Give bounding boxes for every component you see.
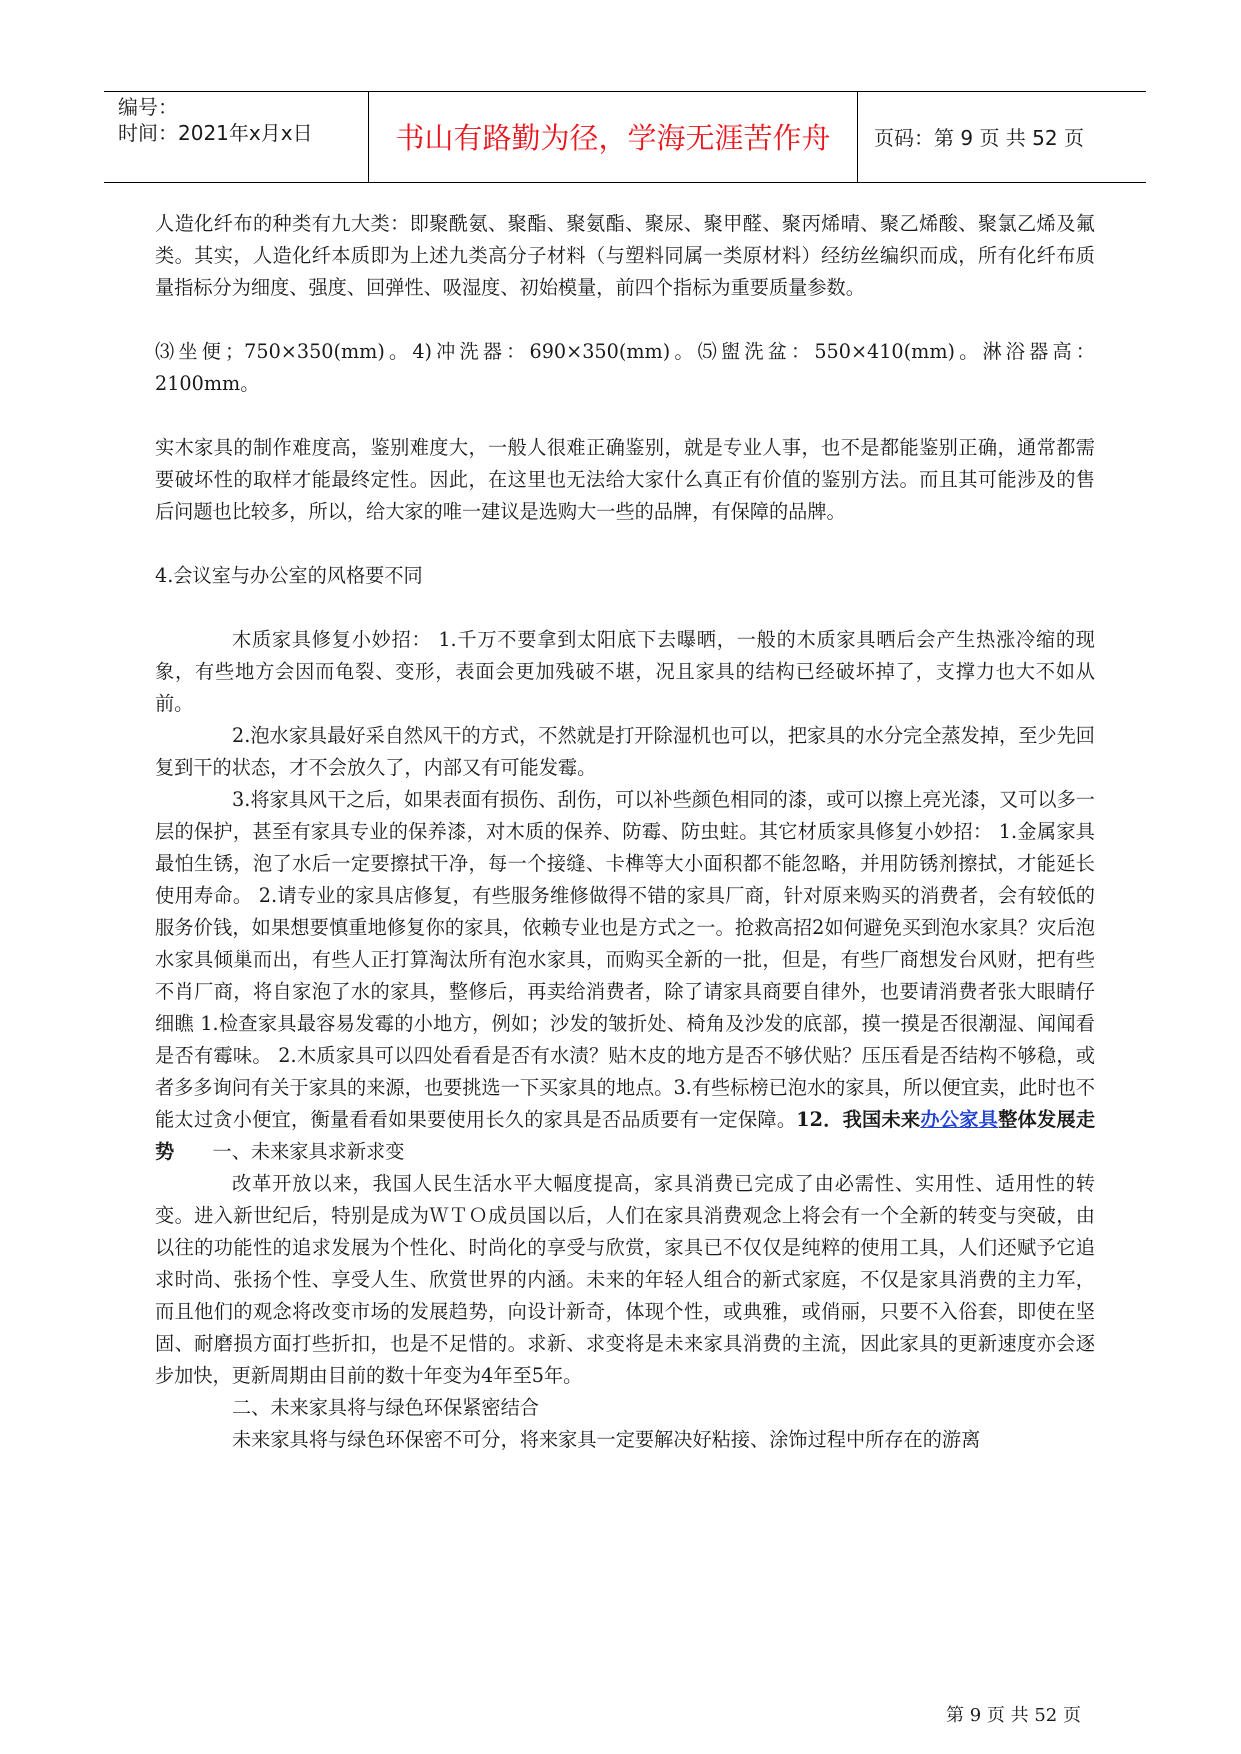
paragraph-wood-repair-tips: 木质家具修复小妙招： 1.千万不要拿到太阳底下去曝晒，一般的木质家具晒后会产生热涨冷缩的现象，有些地方会因而龟裂、变形，表面会更加残破不堪，况且家具的结构已经破坏掉了，支撑力也大不如从前。	[155, 628, 1095, 715]
number-label: 编号：	[118, 95, 178, 119]
paragraph-fixture-sizes: ⑶坐便；750×350(mm)。4)冲洗器：690×350(mm)。⑸盥洗盆：550×410(mm)。淋浴器高：2100mm。	[155, 340, 1095, 395]
document-body	[155, 208, 1095, 1456]
paragraph-repair-after-drying	[155, 784, 1095, 1168]
paragraph-soaked-furniture: 2.泡水家具最好采自然风干的方式，不然就是打开除湿机也可以，把家具的水分完全蒸发掉，至少先回复到干的状态，才不会放久了，内部又有可能发霉。	[155, 724, 1095, 779]
subsection-heading-1: 一、未来家具求新求变	[174, 1140, 405, 1163]
subsection-heading-2: 二、未来家具将与绿色环保紧密结合	[232, 1396, 539, 1419]
paragraph-meeting-room-style: 4.会议室与办公室的风格要不同	[155, 564, 423, 587]
page-header	[104, 91, 1146, 183]
page-footer: 第 9 页 共 52 页	[946, 1705, 1081, 1726]
header-motto: 书山有路勤为径，学海无涯苦作舟	[395, 121, 831, 155]
section-heading-prefix: 12．我国未来	[796, 1108, 921, 1131]
paragraph-green-furniture: 未来家具将与绿色环保密不可分，将来家具一定要解决好粘接、涂饰过程中所存在的游离	[232, 1428, 981, 1451]
header-divider-right	[857, 92, 858, 182]
header-page-number: 页码：第 9 页 共 52 页	[874, 126, 1084, 150]
paragraph-reform-consumption: 改革开放以来，我国人民生活水平大幅度提高，家具消费已完成了由必需性、实用性、适用性的转变。进入新世纪后，特别是成为ＷＴＯ成员国以后，人们在家具消费观念上将会有一个全新的转变与突破，由以往的功能性的追求发展为个性化、时尚化的享受与欣赏，家具已不仅仅是纯粹的使用工具，人们还赋予它追求时尚、张扬个性、享受人生、欣赏世界的内涵。未来的年轻人组合的新式家庭，不仅是家具消费的主力军，而且他们的观念将改变市场的发展趋势，向设计新奇，体现个性，或典雅，或俏丽，只要不入俗套，即使在坚固、耐磨损方面打些折扣，也是不足惜的。求新、求变将是未来家具消费的主流，因此家具的更新速度亦会逐步加快，更新周期由目前的数十年变为4年至5年。	[155, 1172, 1095, 1387]
office-furniture-link[interactable]: 办公家具	[920, 1108, 999, 1131]
time-label: 时间：2021年x月x日	[118, 121, 313, 145]
paragraph-synthetic-fabric: 人造化纤布的种类有九大类：即聚酰氨、聚酯、聚氨酯、聚尿、聚甲醛、聚丙烯晴、聚乙烯酸、聚氯乙烯及氟类。其实，人造化纤本质即为上述九类高分子材料（与塑料同属一类原材料）经纺丝编织而成，所有化纤布质量指标分为细度、强度、回弹性、吸湿度、初始模量，前四个指标为重要质量参数。	[155, 212, 1095, 299]
section-heading-suffix: 整体发展走势	[155, 1108, 1096, 1163]
paragraph-solid-wood: 实木家具的制作难度高，鉴别难度大，一般人很难正确鉴别，就是专业人事，也不是都能鉴别正确，通常都需要破坏性的取样才能最终定性。因此，在这里也无法给大家什么真正有价值的鉴别方法。而且其可能涉及的售后问题也比较多，所以，给大家的唯一建议是选购大一些的品牌，有保障的品牌。	[155, 436, 1095, 523]
header-meta	[118, 92, 372, 182]
repair-text: 3.将家具风干之后，如果表面有损伤、刮伤，可以补些颜色相同的漆，或可以擦上亮光漆，又可以多一层的保护，甚至有家具专业的保养漆，对木质的保养、防霉、防虫蛀。其它材质家具修复小妙招： 1.金属家具最怕生锈，泡了水后一定要擦拭干净，每一个接缝、卡榫等大小面积都不能忽略，并用防锈剂擦拭，才能延长使用寿命。 2.请专业的家具店修复，有些服务维修做得不错的家具厂商，针对原来购买的消费者，会有较低的服务价钱，如果想要慎重地修复你的家具，依赖专业也是方式之一。抢救高招2如何避免买到泡水家具？灾后泡水家具倾巢而出，有些人正打算淘汰所有泡水家具，而购买全新的一批，但是，有些厂商想发台风财，把有些不肖厂商，将自家泡了水的家具，整修后，再卖给消费者，除了请家具商要自律外，也要请消费者张大眼睛仔细瞧 1.检查家具最容易发霉的小地方，例如；沙发的皱折处、椅角及沙发的底部，摸一摸是否很潮湿、闻闻看是否有霉味。 2.木质家具可以四处看看是否有水渍？贴木皮的地方是否不够伏贴？压压看是否结构不够稳，或者多多询问有关于家具的来源，也要挑选一下买家具的地点。3.有些标榜已泡水的家具，所以便宜卖，此时也不能太过贪小便宜，衡量看看如果要使用长久的家具是否品质要有一定保障。	[155, 788, 1095, 1131]
